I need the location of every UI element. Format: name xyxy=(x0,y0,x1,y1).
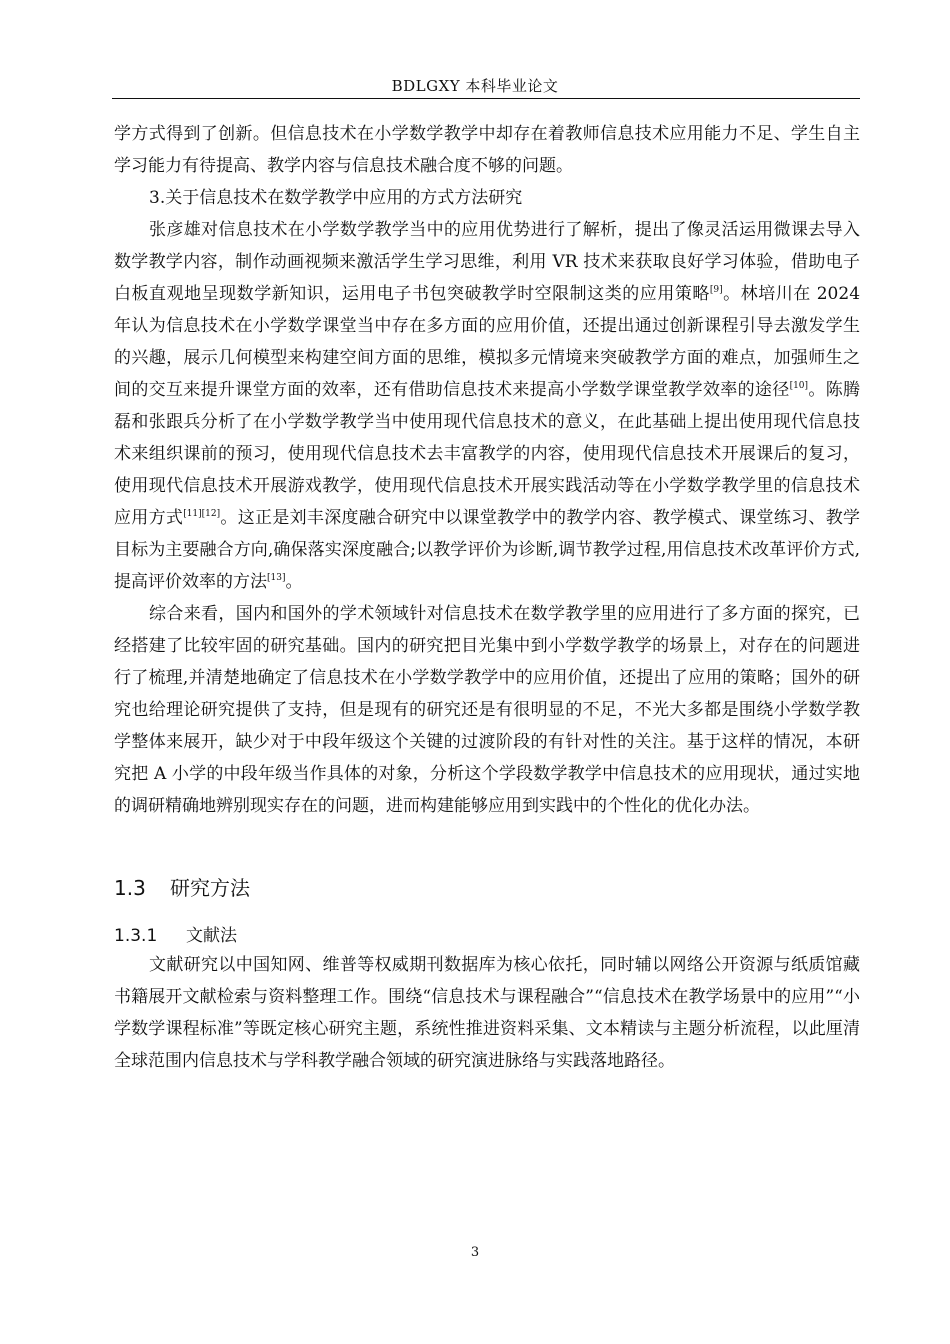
subsection-number: 1.3.1 xyxy=(114,926,158,946)
text-run: 张彦雄对信息技术在小学数学教学当中的应用优势进行了解析，提出了像灵活运用微课去导入数学教学内容，制作动画视频来激活学生学习思维，利用 VR 技术来获取良好学习体验，借助电子白板直观地呈现数学新知识，运用电子书包突破教学时空限制这类的应用策略 xyxy=(114,220,860,304)
paragraph-literature-method: 文献研究以中国知网、维普等权威期刊数据库为核心依托，同时辅以网络公开资源与纸质馆藏书籍展开文献检索与资料整理工作。围绕“信息技术与课程融合”“信息技术在教学场景中的应用”“小学数学课程标准”等既定核心研究主题，系统性推进资料采集、文本精读与主题分析流程，以此厘清全球范围内信息技术与学科教学融合领域的研究演进脉络与实践落地路径。 xyxy=(114,955,860,1071)
text-run: 。这正是刘丰深度融合研究中以课堂教学中的教学内容、教学模式、课堂练习、教学目标为主要融合方向,确保落实深度融合;以教学评价为诊断,调节教学过程,用信息技术改革评价方式,提高评价效率的方法 xyxy=(114,508,861,592)
subsection-title: 文献法 xyxy=(186,926,237,946)
header-rule xyxy=(112,98,860,99)
page-body xyxy=(114,118,860,1077)
paragraph-continuation: 学方式得到了创新。但信息技术在小学数学教学中却存在着教师信息技术应用能力不足、学生自主学习能力有待提高、教学内容与信息技术融合度不够的问题。 xyxy=(114,124,860,176)
paragraph-summary: 综合来看，国内和国外的学术领域针对信息技术在数学教学里的应用进行了多方面的探究，已经搭建了比较牢固的研究基础。国内的研究把目光集中到小学数学教学的场景上，对存在的问题进行了梳理,并清楚地确定了信息技术在小学数学教学中的应用价值，还提出了应用的策略；国外的研究也给理论研究提供了支持，但是现有的研究还是有很明显的不足，不光大多都是围绕小学数学教学整体来展开，缺少对于中段年级这个关键的过渡阶段的有针对性的关注。基于这样的情况，本研究把 A 小学的中段年级当作具体的对象，分析这个学段数学教学中信息技术的应用现状，通过实地的调研精确地辨别现实存在的问题，进而构建能够应用到实践中的个性化的优化办法。 xyxy=(114,604,860,816)
paragraph-literature-review xyxy=(114,214,860,598)
text-run: 。 xyxy=(285,572,303,592)
section-heading xyxy=(114,874,860,902)
section-number: 1.3 xyxy=(114,876,146,900)
section-title: 研究方法 xyxy=(170,876,250,900)
citation-ref: [11][12] xyxy=(183,509,221,519)
citation-ref: [9] xyxy=(709,285,723,295)
page-number: 3 xyxy=(470,1245,480,1260)
citation-ref: [13] xyxy=(267,573,286,583)
text-run: 。陈腾磊和张跟兵分析了在小学数学教学当中使用现代信息技术的意义，在此基础上提出使用现代信息技术来组织课前的预习，使用现代信息技术去丰富教学的内容，使用现代信息技术开展课后的复习，使用现代信息技术开展游戏教学，使用现代信息技术开展实践活动等在小学数学教学里的信息技术应用方式 xyxy=(114,380,861,528)
subsection-heading xyxy=(114,923,860,949)
citation-ref: [10] xyxy=(789,381,809,391)
text-run: 。林培川在 2024 年认为信息技术在小学数学课堂当中存在多方面的应用价值，还提出通过创新课程引导去激发学生的兴趣，展示几何模型来构建空间方面的思维，模拟多元情境来突破教学方面的难点，加强师生之间的交互来提升课堂方面的效率，还有借助信息技术来提高小学数学课堂教学效率的途径 xyxy=(114,284,861,400)
running-header: BDLGXY 本科毕业论文 xyxy=(391,77,559,95)
paragraph-list-heading: 3.关于信息技术在数学教学中应用的方式方法研究 xyxy=(149,188,523,208)
